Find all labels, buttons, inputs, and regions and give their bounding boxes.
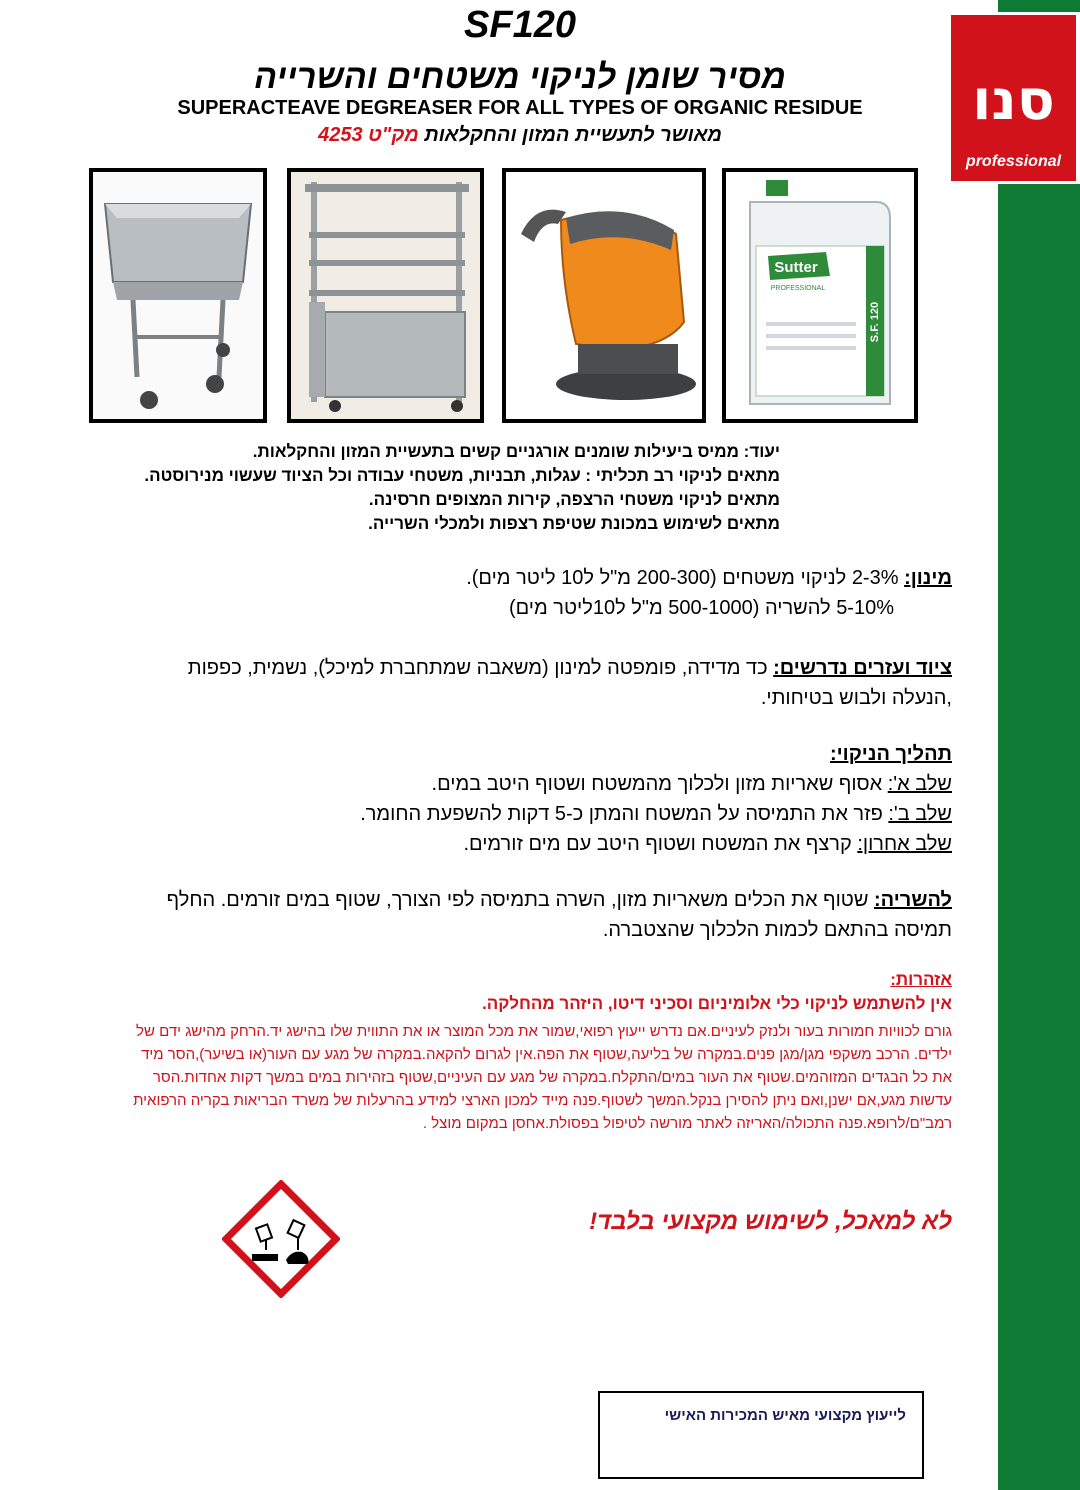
- photo-floor-scrubber: [502, 168, 706, 423]
- english-title: SUPERACTEAVE DEGREASER FOR ALL TYPES OF ORGANIC RESIDUE: [177, 97, 863, 119]
- canister-brand: Sutter: [774, 259, 818, 276]
- canister-sub: PROFESSIONAL: [770, 285, 826, 292]
- product-canister-icon: [726, 172, 914, 419]
- sku-text: מק"ט 4253: [318, 124, 419, 146]
- step-text: קרצף את המשטח ושטוף היטב עם מים זורמים.: [463, 833, 858, 855]
- step-label: שלב ב':: [888, 803, 952, 825]
- approval-text: מאושר לתעשיית המזון והחקלאות: [424, 124, 722, 146]
- usage-line: יעוד: ממיס ביעילות שומנים אורגניים קשים בתעשיית המזון והחקלאות.: [252, 442, 780, 461]
- equipment-label: ציוד ועזרים נדרשים:: [773, 657, 952, 679]
- warnings-bold: אין להשתמש לניקוי כלי אלומיניום וסכיני דיטו, היזהר מהחלקה.: [482, 994, 952, 1013]
- consult-box: [598, 1391, 924, 1479]
- model-title: SF120: [464, 4, 576, 46]
- photo-shelving-cart: [287, 168, 484, 423]
- logo-subtitle: professional: [965, 153, 1062, 170]
- logo-mark: סנו: [972, 68, 1055, 133]
- not-for-food-notice: לא למאכל, לשימוש מקצועי בלבד!: [589, 1208, 952, 1235]
- dosage-line1: 2-3% לניקוי משטחים (200-300 מ"ל ל10 ליטר מים).: [466, 567, 905, 589]
- usage-line: מתאים לניקוי רב תכליתי : עגלות, תבניות, משטחי עבודה וכל הציוד שעשוי מנירוסטה.: [144, 466, 780, 485]
- soaking-label: להשריה:: [874, 889, 952, 911]
- equipment-section: [132, 653, 952, 713]
- step-text: אסוף שאריות מזון ולכלוך מהמשטח ושטוף היטב במים.: [431, 773, 888, 795]
- usage-line: מתאים לשימוש במכונת שטיפת רצפות ולמכלי השרייה.: [368, 514, 780, 533]
- photo-trolley: [89, 168, 267, 423]
- hebrew-title: מסיר שומן לניקוי משטחים והשרייה: [254, 58, 786, 96]
- soaking-text: שטוף את הכלים משאריות מזון, השרה בתמיסה לפי הצורך, שטוף במים זורמים. החלף תמיסה בהתאם לכמות הלכלוך שהצטברה.: [166, 889, 952, 941]
- steel-shelving-cart-icon: [291, 172, 480, 419]
- usage-list: [80, 440, 780, 536]
- floor-scrubber-machine-icon: [506, 172, 702, 419]
- warnings-title: אזהרות:: [890, 970, 952, 989]
- steel-trolley-bin-icon: [93, 172, 263, 419]
- green-sidebar: [998, 0, 1080, 1490]
- canister-code: S.F. 120: [869, 301, 881, 343]
- corrosive-ghs-icon: [222, 1180, 340, 1298]
- usage-line: מתאים לניקוי משטחי הרצפה, קירות המצופים חרסינה.: [368, 490, 780, 509]
- step-text: פזר את התמיסה על המשטח והמתן כ-5 דקות להשפעת החומר.: [360, 803, 889, 825]
- equipment-text: כד מדידה, פומפטה למינון (משאבה שמתחברת למיכל), נשמית, כפפות ,הנעלה ולבוש בטיחותי.: [187, 657, 952, 709]
- dosage-label: מינון:: [904, 567, 952, 589]
- process-step: [132, 829, 952, 859]
- process-section: [132, 739, 952, 859]
- process-label: תהליך הניקוי:: [829, 743, 952, 765]
- approval-line: [0, 124, 1060, 147]
- dosage-section: [132, 563, 952, 623]
- step-label: שלב א':: [887, 773, 952, 795]
- process-step: [132, 799, 952, 829]
- process-step: [132, 769, 952, 799]
- soaking-section: [132, 885, 952, 945]
- warnings-text: גורם לכוויות חמורות בעור ולנזק לעיניים.אם נדרש ייעוץ רפואי,שמור את מכל המוצר או את התווית שלו בהישג יד.הרחק מהישג ידם של ילדים. הרכב משקפי מגן/מגן פנים.במקרה של בליעה,שטוף את הפה.אין לגרום להקאה.במקרה של מגע עם העור(או בשיער),הסר מיד את כל הבגדים המזוהמים.שטוף את העור במים/התקלח.במקרה של מגע עם העיניים,שטוף בזהירות במים במשך דקות אחדות.הסר עדשות מגע,אם ישנן,ואם ניתן להסירן בנקל.המשך לשטוף.פנה מייד למכון הארצי למידע בהרעלות של משרד הבריאות בקריה הרפואית רמב"ם/לרופא.פנה התכולה/האריזה לאתר מורשה לטיפול בפסולת.אחסן במקום מוצל .: [133, 1023, 952, 1132]
- dosage-line2: 5-10% להשריה (500-1000 מ"ל ל10ליטר מים): [508, 597, 894, 619]
- photo-product-canister: [722, 168, 918, 423]
- step-label: שלב אחרון:: [857, 833, 952, 855]
- consult-text: לייעוץ מקצועי מאיש המכירות האישי: [664, 1407, 906, 1424]
